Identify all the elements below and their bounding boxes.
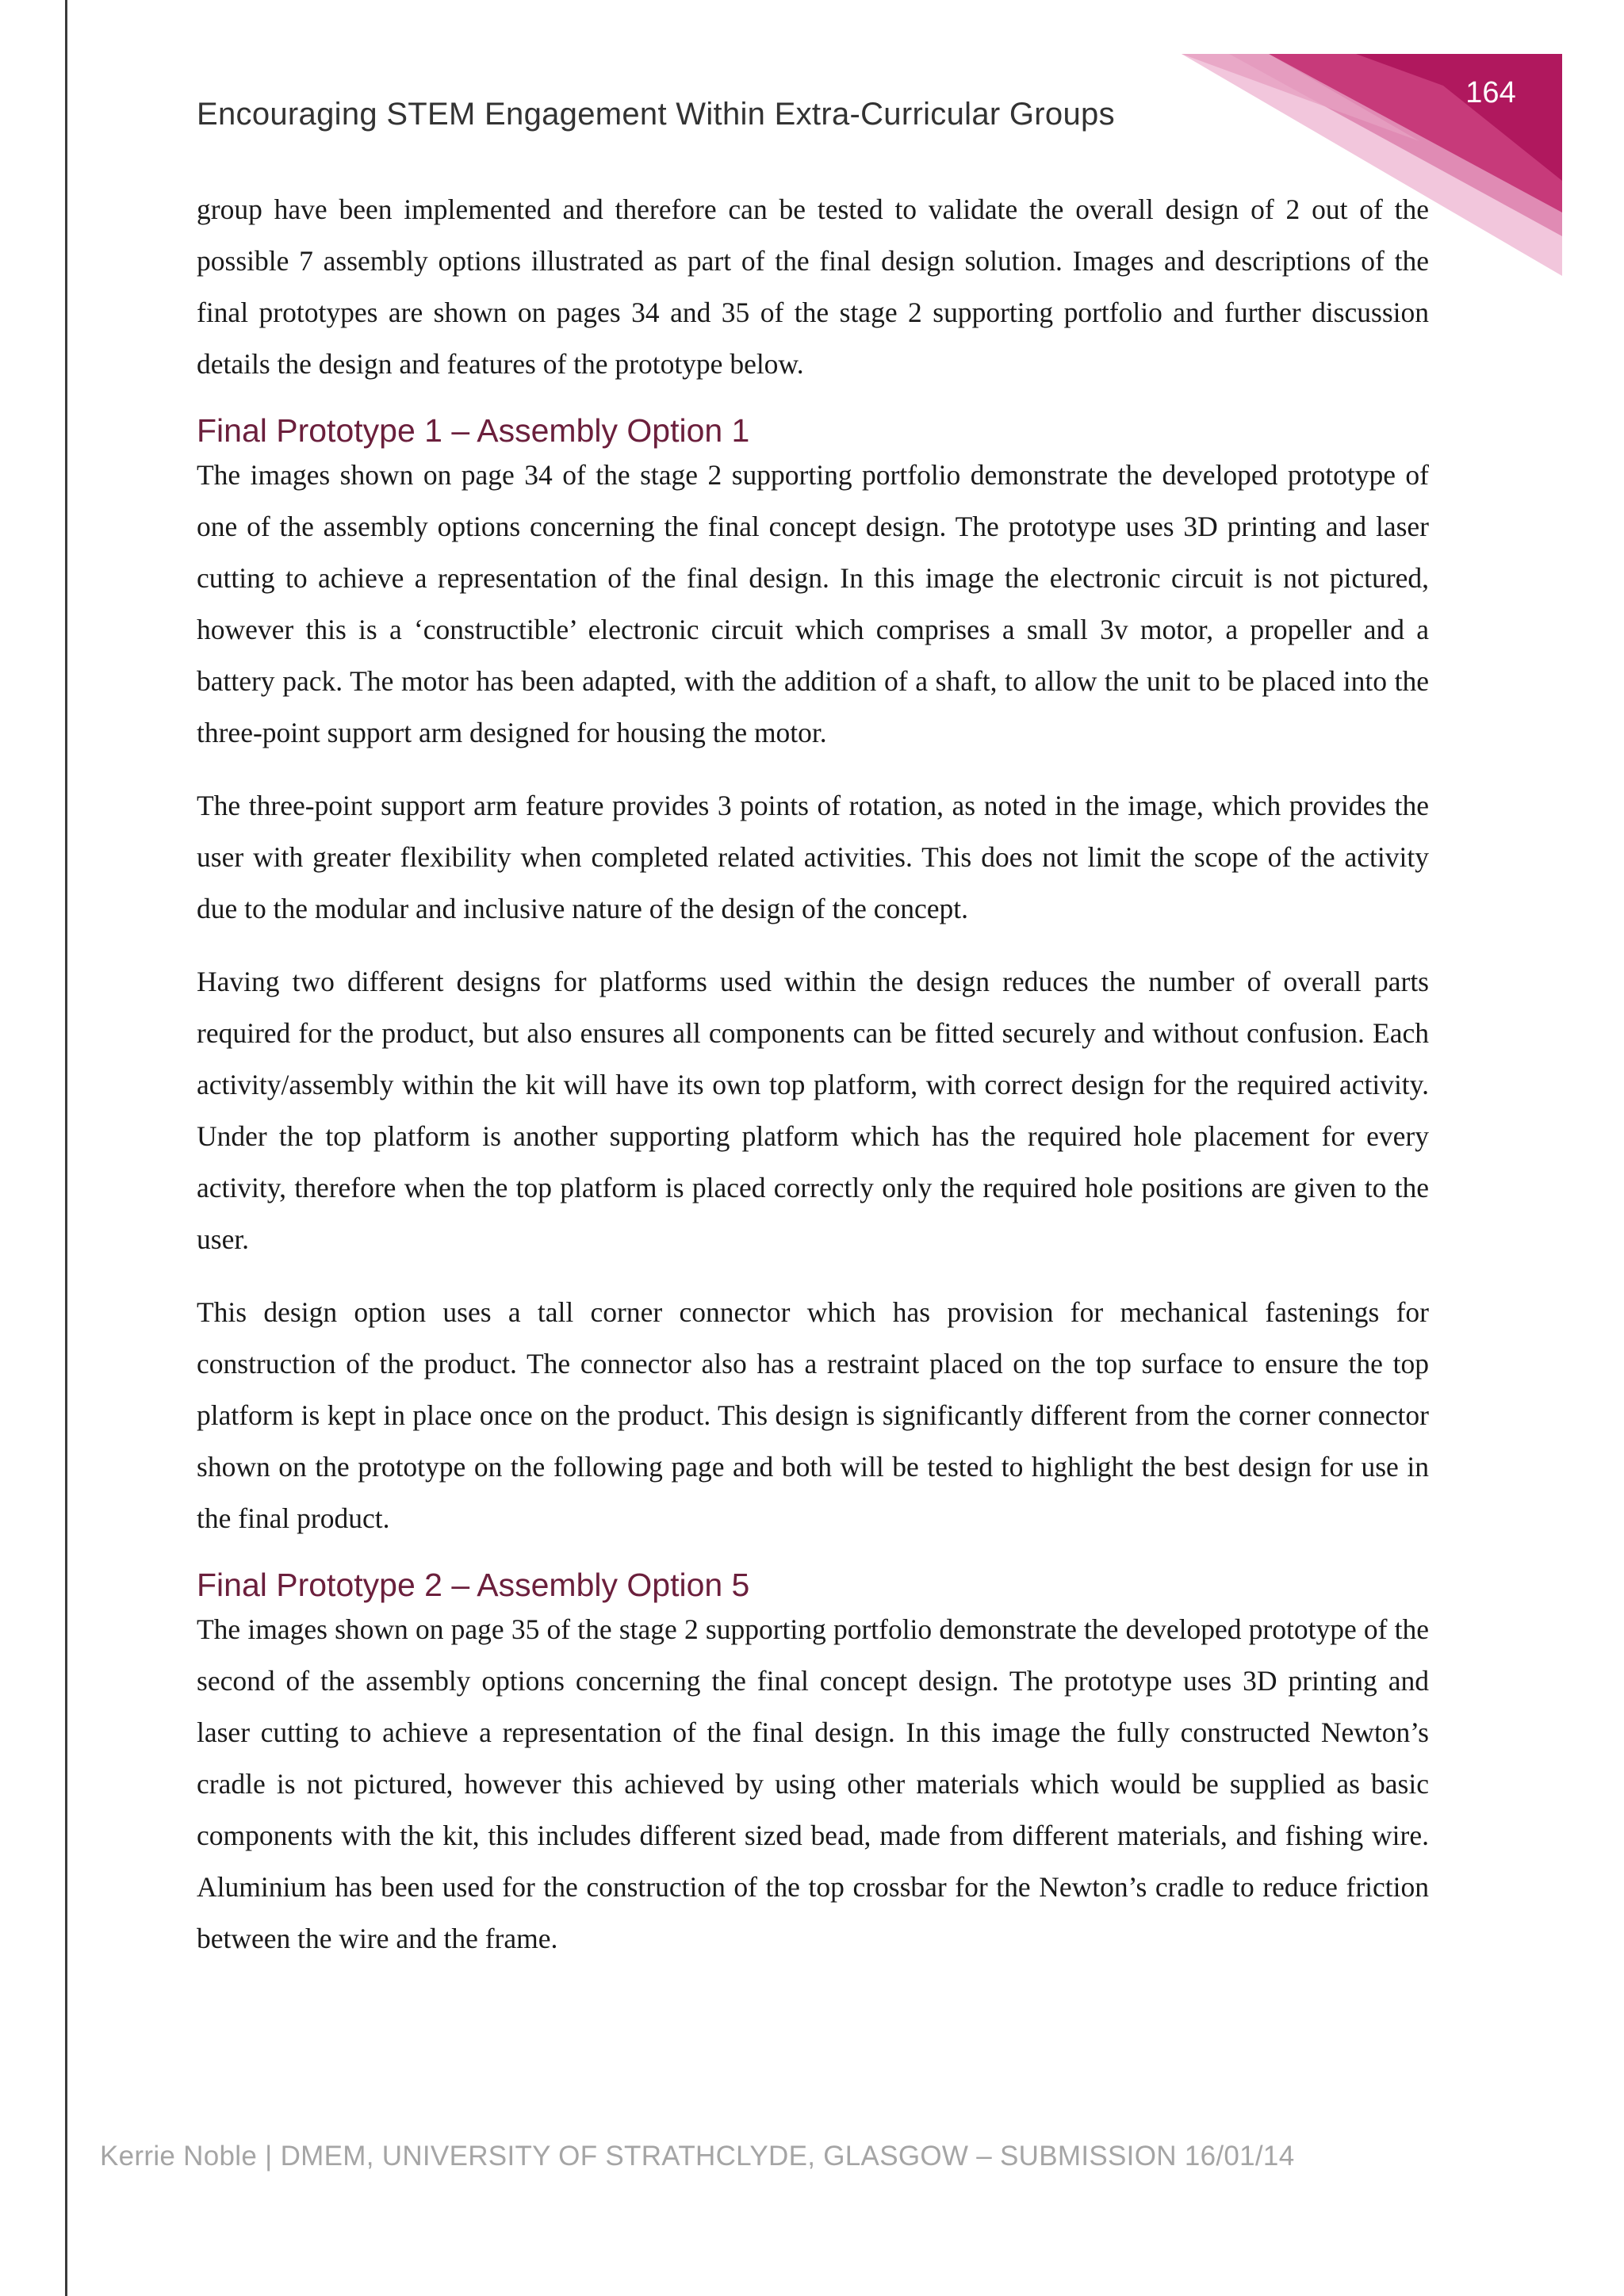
body-paragraph: This design option uses a tall corner connector which has provision for mechanical fastenings for construction of the product. The connector also has a restraint placed on the top surface to ensure the top platform is kept in place once on the product. This design is significantly different from the corner connector shown on the prototype on the following page and both will be tested to highlight the best design for use in the final product. [197,1296,1429,1534]
section-heading: Final Prototype 2 – Assembly Option 5 [197,1567,750,1603]
body-paragraph: The three-point support arm feature provides 3 points of rotation, as noted in the image, which provides the user with greater flexibility when completed related activities. This does not limit the scope of the activity due to the modular and inclusive nature of the design of the concept. [197,790,1429,924]
document-body [197,184,1429,1986]
section-heading: Final Prototype 1 – Assembly Option 1 [197,412,750,449]
body-paragraph: Having two different designs for platforms used within the design reduces the number of overall parts required for the product, but also ensures all components can be fitted securely and without confusion. Each activity/assembly within the kit will have its own top platform, with correct design for the required activity. Under the top platform is another supporting platform which has the required hole placement for every activity, therefore when the top platform is placed correctly only the required hole positions are given to the user. [197,966,1429,1255]
body-paragraph: The images shown on page 35 of the stage 2 supporting portfolio demonstrate the developed prototype of the second of the assembly options concerning the final concept design. The prototype uses 3D printing and laser cutting to achieve a representation of the final design. In this image the fully constructed Newton’s cradle is not pictured, however this achieved by using other materials which would be supplied as basic components with the kit, this includes different sized bead, made from different materials, and fishing wire. Aluminium has been used for the construction of the top crossbar for the Newton’s cradle to reduce friction between the wire and the frame. [197,1613,1429,1954]
page-number: 164 [1465,76,1516,109]
left-margin-rule [65,0,67,2296]
running-header: Encouraging STEM Engagement Within Extra-Curricular Groups [197,97,1115,132]
body-paragraph: The images shown on page 34 of the stage 2 supporting portfolio demonstrate the developed prototype of one of the assembly options concerning the final concept design. The prototype uses 3D printing and laser cutting to achieve a representation of the final design. In this image the electronic circuit is not pictured, however this is a ‘constructible’ electronic circuit which comprises a small 3v motor, a propeller and a battery pack. The motor has been adapted, with the addition of a shaft, to allow the unit to be placed into the three-point support arm designed for housing the motor. [197,459,1429,748]
page-footer: Kerrie Noble | DMEM, UNIVERSITY OF STRATHCLYDE, GLASGOW – SUBMISSION 16/01/14 [100,2141,1295,2172]
body-paragraph: group have been implemented and therefore can be tested to validate the overall design of 2 out of the possible 7 assembly options illustrated as part of the final design solution. Images and descriptions of the final prototypes are shown on pages 34 and 35 of the stage 2 supporting portfolio and further discussion details the design and features of the prototype below. [197,193,1429,380]
